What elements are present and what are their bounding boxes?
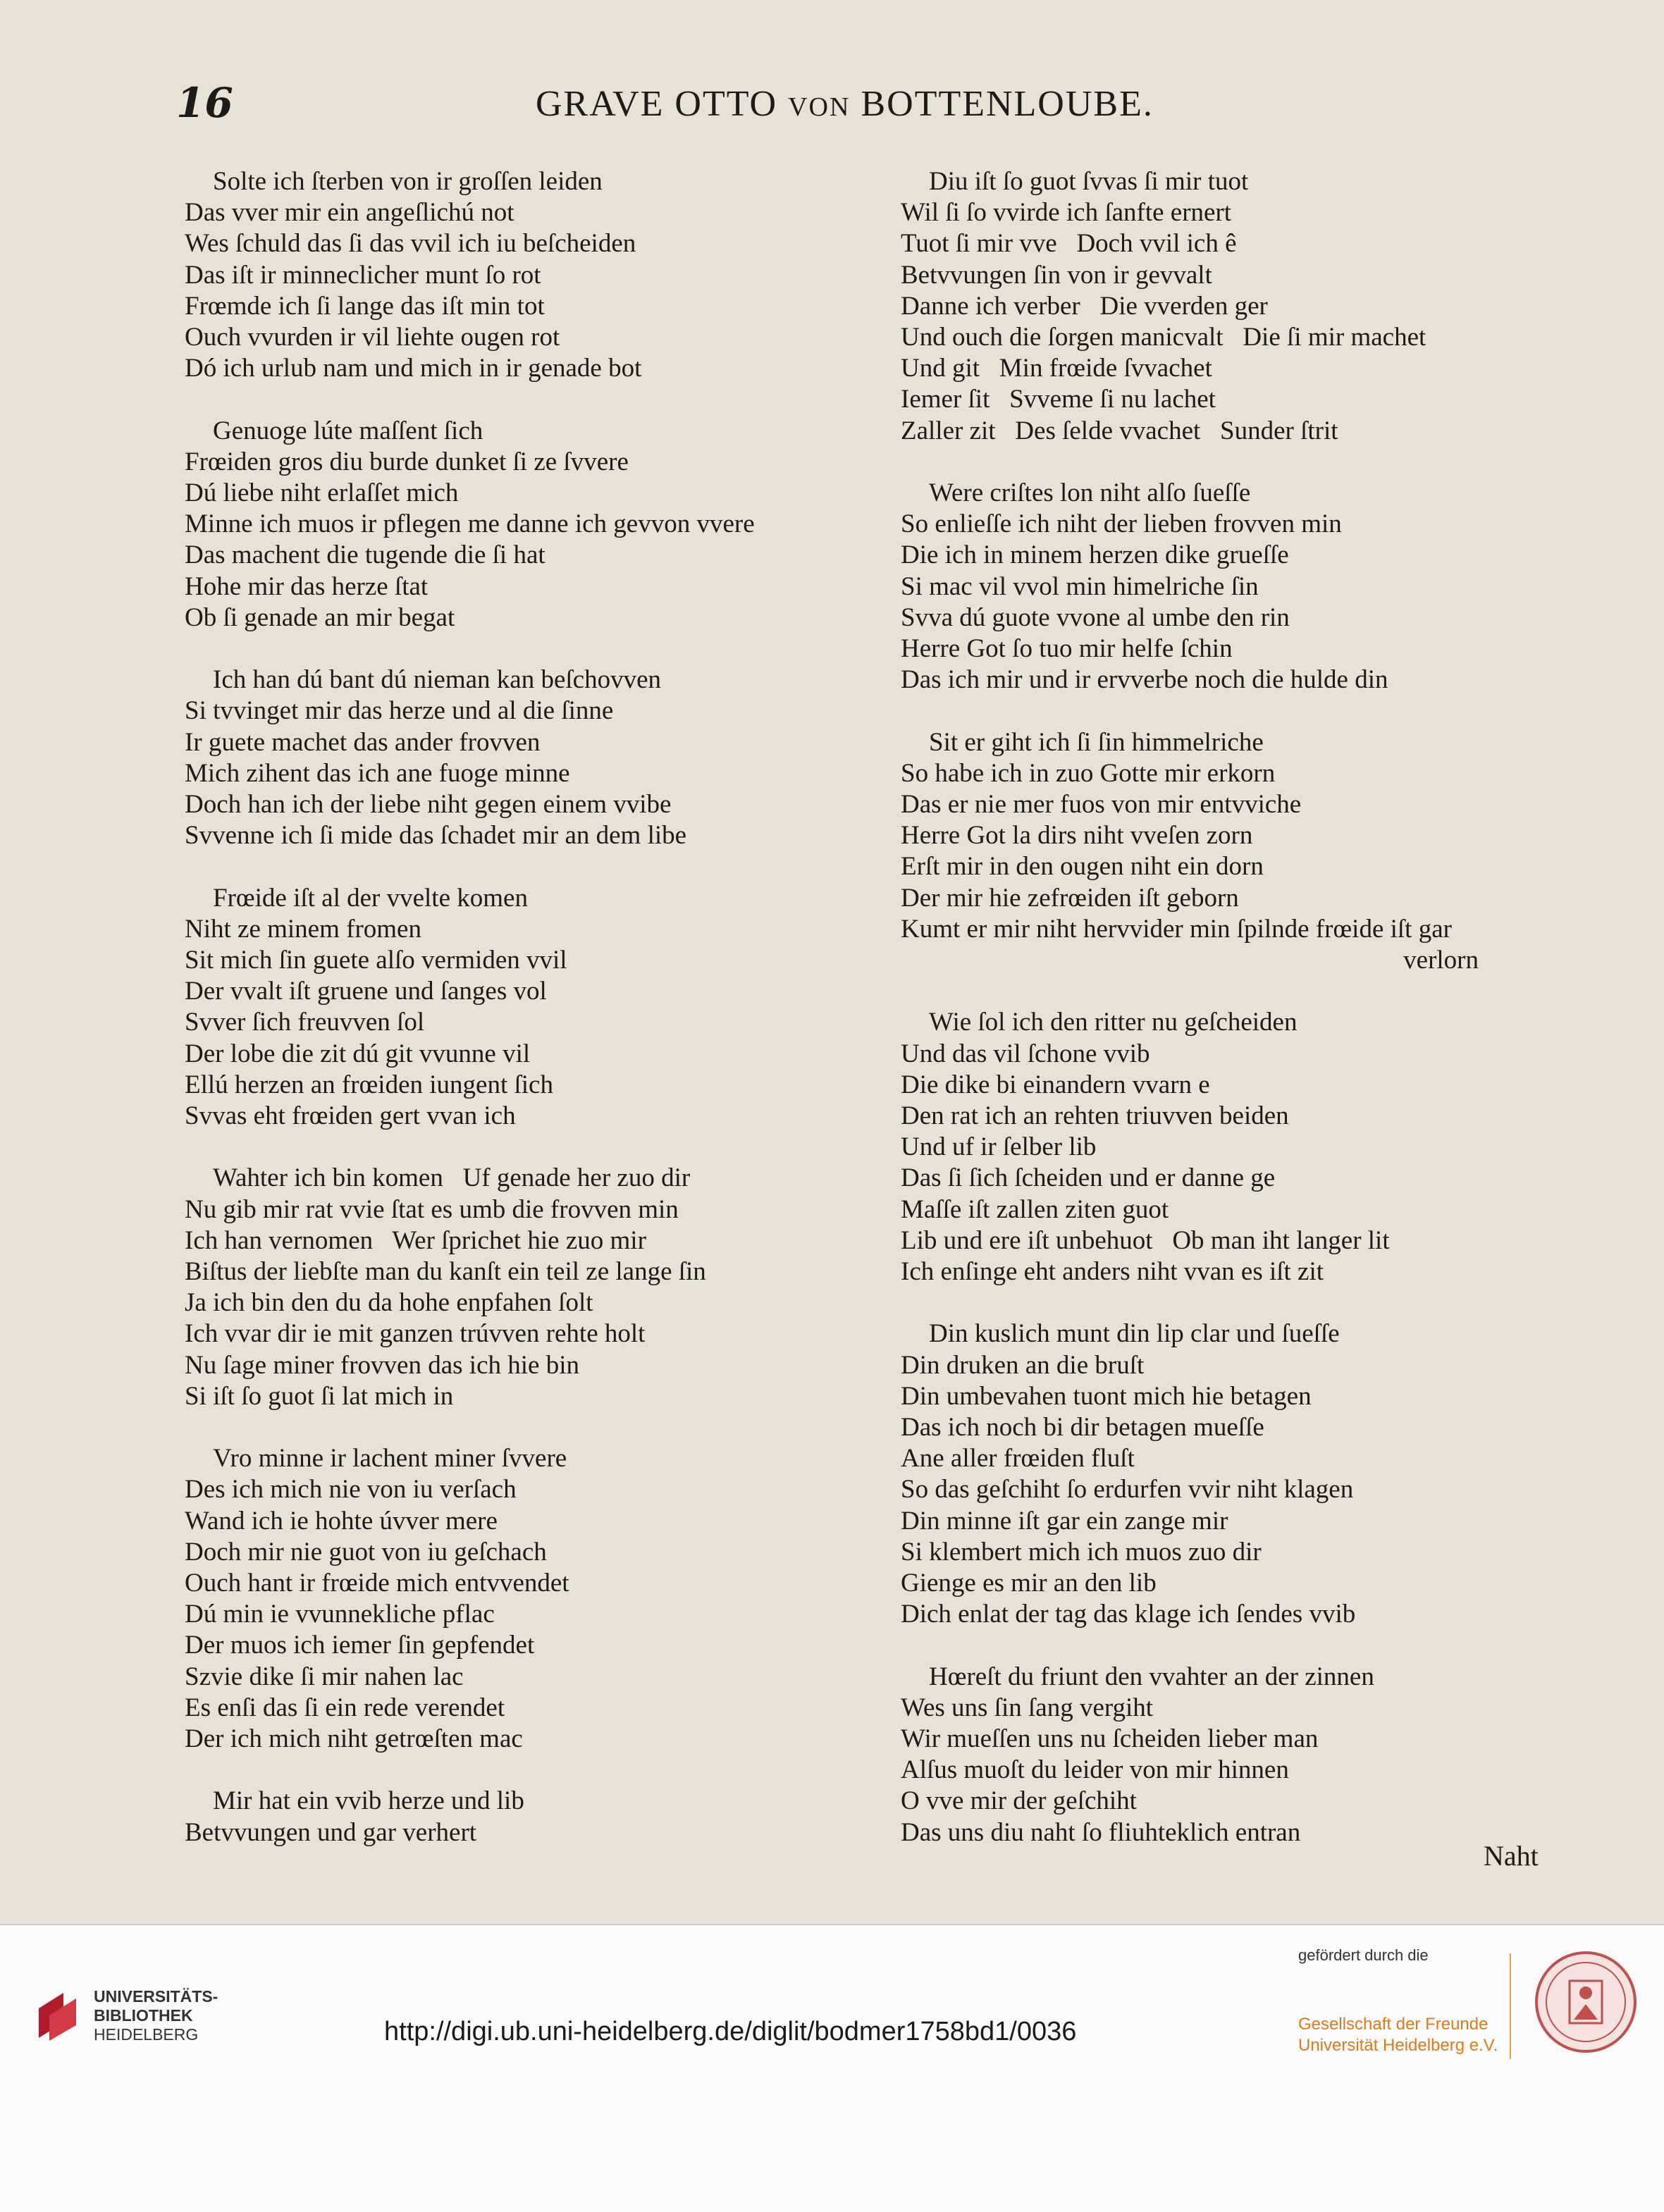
verse-line: Genuoge lúte maſſent ſich (213, 416, 483, 445)
verse-line: Das er nie mer fuos von mir entvviche (901, 790, 1302, 820)
verse-line: Wes ſchuld das ſi das vvil ich iu beſcheiden (185, 229, 636, 259)
sponsor-block (1298, 1946, 1510, 2056)
sponsor-name-line1: Gesellschaft der Freunde (1298, 2015, 1489, 2034)
verse-line: Si mac vil vvol min himelriche ſin (901, 571, 1259, 601)
verse-line: Si iſt ſo guot ſi lat mich in (185, 1381, 454, 1411)
verse-line: Tuot ſi mir vve Doch vvil ich ê (901, 229, 1237, 259)
verse-line: Wil ſi ſo vvirde ich ſanfte ernert (901, 198, 1232, 228)
running-title (536, 83, 1154, 125)
left-stanza (185, 1443, 875, 1755)
verse-line: Gienge es mir an den lib (901, 1569, 1157, 1598)
verse-line: Iemer ſit Svveme ſi nu lachet (901, 385, 1216, 414)
title-von: VON (788, 92, 851, 122)
verse-line: So das geſchiht ſo erdurfen vvir niht klagen (901, 1475, 1354, 1504)
verse-line: Mir hat ein vvib herze und lib (213, 1786, 524, 1816)
verse-line: Das machent die tugende die ſi hat (185, 540, 546, 570)
footer-bar (0, 1924, 1664, 2212)
verse-line: Erſt mir in den ougen niht ein dorn (901, 852, 1264, 882)
verse-line: Dú min ie vvunnekliche pflac (185, 1600, 495, 1629)
verse-line: Wie ſol ich den ritter nu geſcheiden (929, 1008, 1298, 1037)
verse-line: Ich vvar dir ie mit ganzen trúvven rehte holt (185, 1319, 646, 1349)
verse-line: Minne ich muos ir pflegen me danne ich gevvon vvere (185, 509, 755, 539)
verse-line: Kumt er mir niht hervvider min ſpilnde frœide iſt gar (901, 914, 1452, 944)
verse-line: Svva dú guote vvone al umbe den rin (901, 603, 1290, 632)
verse-line: Diu iſt ſo guot ſvvas ſi mir tuot (929, 167, 1249, 196)
verse-line: Wir mueſſen uns nu ſcheiden lieber man (901, 1724, 1319, 1754)
verse-line: Din minne iſt gar ein zange mir (901, 1506, 1228, 1536)
verse-line: Nu gib mir rat vvie ſtat es umb die frovven min (185, 1194, 679, 1224)
library-logo-icon (35, 1987, 85, 2044)
left-stanza (185, 1163, 875, 1412)
left-stanza (185, 1786, 875, 1848)
verse-line: Ich han dú bant dú nieman kan beſchovven (213, 665, 661, 695)
verse-line: Der mir hie zefrœiden iſt geborn (901, 883, 1239, 913)
verse-line: Und uf ir ſelber lib (901, 1132, 1097, 1162)
verse-line: Maſſe iſt zallen ziten guot (901, 1194, 1169, 1224)
verse-line: Der ich mich niht getrœſten mac (185, 1724, 523, 1754)
right-stanza (901, 1007, 1591, 1287)
right-stanza (901, 166, 1591, 447)
verse-line: Herre Got la dirs niht vveſen zorn (901, 821, 1253, 851)
verse-line: Wes uns ſin ſang vergiht (901, 1693, 1154, 1722)
sponsor-label: gefördert durch die (1298, 1946, 1429, 1964)
right-stanza (901, 1318, 1591, 1630)
verse-line: Das vver mir ein angeſlichú not (185, 198, 514, 228)
sponsor-divider (1510, 1953, 1511, 2059)
verse-line: Nu ſage miner frovven das ich hie bin (185, 1350, 579, 1380)
verse-line: Hœreſt du friunt den vvahter an der zinnen (929, 1662, 1374, 1691)
right-stanza (901, 1662, 1591, 1848)
library-name (94, 1987, 263, 2044)
verse-line: Ja ich bin den du da hohe enpfahen ſolt (185, 1288, 593, 1318)
verse-line: Alſus muoſt du leider von mir hinnen (901, 1755, 1289, 1785)
verse-line: Svvenne ich ſi mide das ſchadet mir an dem libe (185, 821, 687, 851)
verse-line: Frœide iſt al der vvelte komen (213, 883, 528, 913)
university-seal-icon (1533, 1949, 1639, 2055)
verse-line: verlorn (1403, 946, 1479, 975)
verse-line: Ouch hant ir frœide mich entvvendet (185, 1569, 569, 1598)
verse-line: Solte ich ſterben von ir groſſen leiden (213, 167, 603, 196)
verse-line: Ouch vvurden ir vil liehte ougen rot (185, 323, 560, 352)
verse-line: Und ouch die ſorgen manicvalt Die ſi mir machet (901, 323, 1426, 352)
verse-line: Ir guete machet das ander frovven (185, 727, 541, 757)
left-column (185, 166, 875, 1879)
verse-line: Die dike bi einandern vvarn e (901, 1070, 1210, 1099)
verse-line: Dich enlat der tag das klage ich ſendes vvib (901, 1600, 1356, 1629)
verse-line: Wand ich ie hohte úvver mere (185, 1506, 498, 1536)
verse-line: O vve mir der geſchiht (901, 1786, 1137, 1816)
verse-line: Frœiden gros diu burde dunket ſi ze ſvvere (185, 447, 629, 476)
verse-line: Din kuslich munt din lip clar und ſueſſe (929, 1319, 1340, 1349)
page-number: 16 (176, 79, 233, 127)
verse-line: Das uns diu naht ſo fliuhteklich entran (901, 1817, 1301, 1847)
verse-line: Svvas eht frœiden gert vvan ich (185, 1101, 516, 1131)
title-part2: BOTTENLOUBE. (861, 84, 1154, 124)
verse-line: Und git Min frœide ſvvachet (901, 354, 1212, 383)
right-column (901, 166, 1591, 1879)
verse-line: Der muos ich iemer ſin gepfendet (185, 1631, 535, 1660)
verse-line: So habe ich in zuo Gotte mir erkorn (901, 758, 1276, 788)
verse-line: Biſtus der liebſte man du kanſt ein teil ze lange ſin (185, 1257, 706, 1287)
verse-line: Vro minne ir lachent miner ſvvere (213, 1444, 567, 1473)
page-header (0, 79, 1664, 142)
verse-line: Der vvalt iſt gruene und ſanges vol (185, 977, 547, 1006)
verse-line: So enlieſſe ich niht der lieben frovven min (901, 509, 1342, 539)
verse-line: Si tvvinget mir das herze und al die ſinne (185, 696, 614, 726)
verse-line: Ellú herzen an frœiden iungent ſich (185, 1070, 553, 1099)
verse-line: Ane aller frœiden fluſt (901, 1444, 1135, 1473)
catchword: Naht (1484, 1840, 1539, 1872)
verse-line: Es enſi das ſi ein rede verendet (185, 1693, 505, 1722)
verse-line: Frœmde ich ſi lange das iſt min tot (185, 291, 545, 321)
verse-line: Szvie dike ſi mir nahen lac (185, 1662, 464, 1691)
verse-line: Das iſt ir minneclicher munt ſo rot (185, 260, 541, 290)
verse-line: Din druken an die bruſt (901, 1350, 1145, 1380)
verse-line: Und das vil ſchone vvib (901, 1039, 1150, 1068)
verse-line: Danne ich verber Die vverden ger (901, 291, 1268, 321)
verse-line: Were criſtes lon niht alſo ſueſſe (929, 478, 1251, 508)
sponsor-name-line2: Universität Heidelberg e.V. (1298, 2036, 1498, 2055)
left-stanza (185, 665, 875, 851)
permalink-url[interactable]: http://digi.ub.uni-heidelberg.de/diglit/bodmer1758bd1/0036 (384, 2017, 1077, 2046)
right-stanza (901, 727, 1591, 977)
verse-line: Mich zihent das ich ane fuoge minne (185, 758, 570, 788)
verse-line: Wahter ich bin komen Uf genade her zuo dir (213, 1163, 691, 1193)
title-part1: GRAVE OTTO (536, 84, 778, 124)
verse-line: Ich enſinge eht anders niht vvan es iſt zit (901, 1257, 1324, 1287)
verse-line: Den rat ich an rehten triuvven beiden (901, 1101, 1289, 1131)
library-name-line3: HEIDELBERG (94, 2025, 199, 2044)
verse-line: Herre Got ſo tuo mir helfe ſchin (901, 634, 1233, 664)
verse-line: Sit mich ſin guete alſo vermiden vvil (185, 946, 567, 975)
verse-line: Das ich mir und ir ervverbe noch die hulde din (901, 665, 1388, 695)
verse-line: Betvvungen und gar verhert (185, 1817, 477, 1847)
verse-line: Ob ſi genade an mir begat (185, 603, 455, 632)
verse-line: Die ich in minem herzen dike grueſſe (901, 540, 1289, 570)
verse-line: Das ſi ſich ſcheiden und er danne ge (901, 1163, 1276, 1193)
verse-line: Doch han ich der liebe niht gegen einem vvibe (185, 790, 672, 820)
left-stanza (185, 166, 875, 384)
verse-line: Doch mir nie guot von iu geſchach (185, 1537, 547, 1567)
verse-line: Sit er giht ich ſi ſin himmelriche (929, 727, 1264, 757)
verse-line: Dú liebe niht erlaſſet mich (185, 478, 459, 508)
verse-line: Svver ſich freuvven ſol (185, 1008, 425, 1037)
verse-line: Dó ich urlub nam und mich in ir genade bot (185, 354, 642, 383)
verse-line: Lib und ere iſt unbehuot Ob man iht langer lit (901, 1225, 1390, 1255)
verse-line: Si klembert mich ich muos zuo dir (901, 1537, 1262, 1567)
verse-line: Zaller zit Des ſelde vvachet Sunder ſtrit (901, 416, 1338, 445)
verse-line: Hohe mir das herze ſtat (185, 571, 429, 601)
left-stanza (185, 883, 875, 1132)
verse-line: Niht ze minem fromen (185, 914, 421, 944)
verse-line: Des ich mich nie von iu verſach (185, 1475, 517, 1504)
verse-line: Der lobe die zit dú git vvunne vil (185, 1039, 531, 1068)
left-stanza (185, 416, 875, 634)
verse-line: Ich han vernomen Wer ſprichet hie zuo mir (185, 1225, 646, 1255)
library-name-line2: BIBLIOTHEK (94, 2006, 193, 2025)
verse-line: Din umbevahen tuont mich hie betagen (901, 1381, 1312, 1411)
library-name-line1: UNIVERSITÄTS- (94, 1987, 218, 2006)
sponsor-name (1298, 2014, 1510, 2056)
verse-line: Das ich noch bi dir betagen mueſſe (901, 1413, 1264, 1442)
verse-line: Betvvungen ſin von ir gevvalt (901, 260, 1212, 290)
right-stanza (901, 478, 1591, 696)
